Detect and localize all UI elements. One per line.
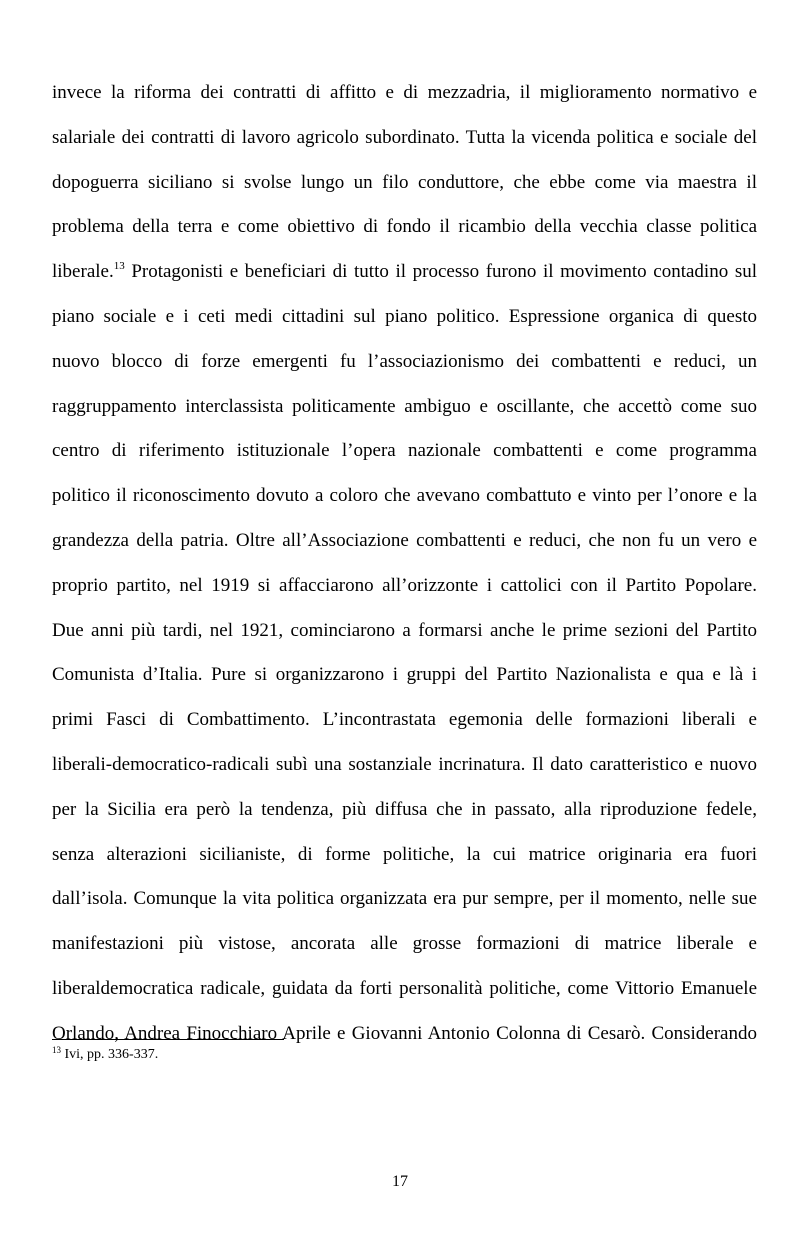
text-line: proprio partito, nel 1919 si affacciarono all’orizzonte i cattolici con il Partito Popolare.: [52, 574, 757, 596]
text-line: invece la riforma dei contratti di affitto e di mezzadria, il miglioramento normativo e: [52, 82, 757, 103]
text-line: liberaldemocratica radicale, guidata da forti personalità politiche, come Vittorio Emanuele: [52, 978, 757, 999]
text-line: dall’isola. Comunque la vita politica organizzata era pur sempre, per il momento, nelle sue: [52, 888, 757, 910]
footnote-marker: 13: [52, 1045, 61, 1055]
text-line: politico il riconoscimento dovuto a coloro che avevano combattuto e vinto per l’onore e la: [52, 485, 757, 507]
page-number: 17: [392, 1173, 408, 1190]
footnote: [52, 1046, 158, 1064]
text-line: grandezza della patria. Oltre all’Associazione combattenti e reduci, che non fu un vero e: [52, 530, 757, 551]
text-line: nuovo blocco di forze emergenti fu l’associazionismo dei combattenti e reduci, un: [52, 350, 757, 372]
text-line: problema della terra e come obiettivo di fondo il ricambio della vecchia classe politica: [52, 216, 757, 238]
text-line: Due anni più tardi, nel 1921, cominciarono a formarsi anche le prime sezioni del Partito: [52, 619, 757, 641]
text-fragment: Protagonisti e beneficiari di tutto il processo furono il movimento contadino sul: [131, 261, 757, 283]
text-line: liberali-democratico-radicali subì una sostanziale incrinatura. Il dato caratteristico e nuovo: [52, 754, 757, 775]
text-line: Comunista d’Italia. Pure si organizzarono i gruppi del Partito Nazionalista e qua e là i: [52, 664, 757, 686]
text-line: per la Sicilia era però la tendenza, più diffusa che in passato, alla riproduzione fedele,: [52, 798, 757, 820]
text-line: primi Fasci di Combattimento. L’incontrastata egemonia delle formazioni liberali e: [52, 709, 757, 731]
text-line: salariale dei contratti di lavoro agricolo subordinato. Tutta la vicenda politica e sociale del: [52, 126, 757, 148]
text-line: piano sociale e i ceti medi cittadini sul piano politico. Espressione organica di questo: [52, 306, 757, 327]
text-line: Orlando, Andrea Finocchiaro Aprile e Giovanni Antonio Colonna di Cesarò. Considerando: [52, 1022, 757, 1044]
footnote-text: Ivi, pp. 336-337.: [64, 1047, 159, 1062]
text-line: raggruppamento interclassista politicamente ambiguo e oscillante, che accettò come suo: [52, 395, 757, 417]
text-line-with-footnote-ref: [52, 259, 757, 285]
text-line: manifestazioni più vistose, ancorata alle grosse formazioni di matrice liberale e: [52, 933, 757, 955]
footnote-reference[interactable]: 13: [113, 260, 125, 273]
text-fragment: liberale.: [52, 261, 114, 283]
text-line: senza alterazioni sicilianiste, di forme politiche, la cui matrice originaria era fuori: [52, 843, 757, 865]
footnote-separator: [52, 1039, 284, 1040]
text-line: centro di riferimento istituzionale l’opera nazionale combattenti e come programma: [52, 440, 757, 462]
text-line: dopoguerra siciliano si svolse lungo un filo conduttore, che ebbe come via maestra il: [52, 171, 757, 193]
